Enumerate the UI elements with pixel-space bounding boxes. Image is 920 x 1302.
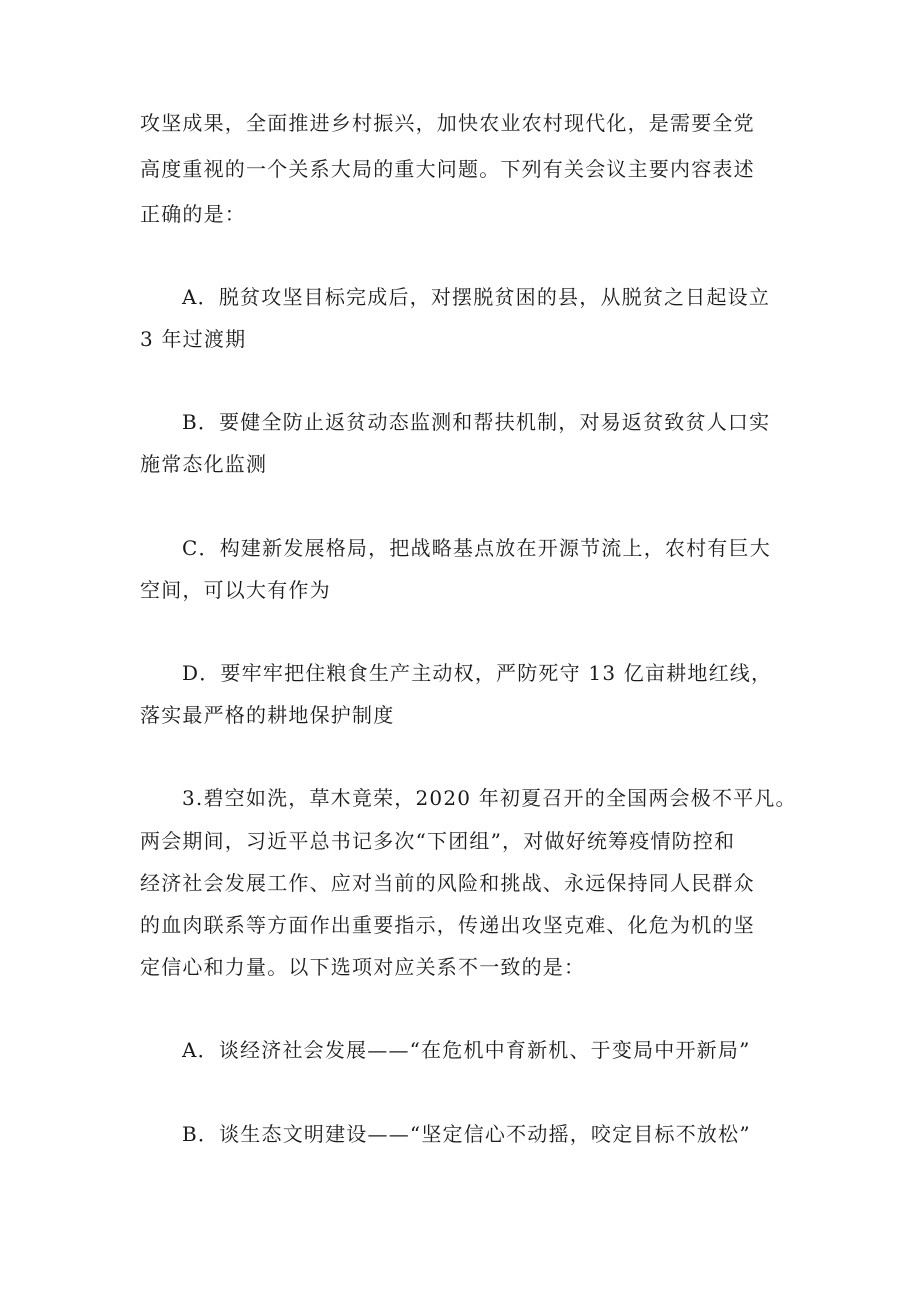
- q3-stem-line-1: 3.碧空如洗，草木竟荣，2020 年初夏召开的全国两会极不平凡。: [182, 786, 797, 810]
- q3-stem-line-4: 的血肉联系等方面作出重要指示，传递出攻坚克难、化危为机的坚: [140, 913, 755, 937]
- intro-line-2: 高度重视的一个关系大局的重大问题。下列有关会议主要内容表述: [140, 157, 755, 181]
- q2-option-a-line-2: 3 年过渡期: [140, 327, 247, 351]
- intro-line-3: 正确的是：: [140, 202, 246, 226]
- q3-stem-line-2: 两会期间，习近平总书记多次“下团组”，对做好统筹疫情防控和: [140, 829, 736, 853]
- q2-option-c-line-1: C．构建新发展格局，把战略基点放在开源节流上，农村有巨大: [182, 536, 771, 560]
- q3-option-a: A．谈经济社会发展——“在危机中育新机、于变局中开新局”: [182, 1038, 751, 1062]
- q2-option-b-line-2: 施常态化监测: [140, 452, 268, 476]
- intro-line-1: 攻坚成果，全面推进乡村振兴，加快农业农村现代化，是需要全党: [140, 111, 755, 135]
- q3-stem-line-5: 定信心和力量。以下选项对应关系不一致的是：: [140, 955, 586, 979]
- q2-option-b-line-1: B．要健全防止返贫动态监测和帮扶机制，对易返贫致贫人口实: [182, 410, 771, 434]
- q3-option-b: B．谈生态文明建设——“坚定信心不动摇，咬定目标不放松”: [182, 1122, 751, 1146]
- q2-option-d-line-1: D．要牢牢把住粮食生产主动权，严防死守 13 亿亩耕地红线，: [182, 661, 773, 685]
- q2-option-d-line-2: 落实最严格的耕地保护制度: [140, 703, 395, 727]
- q3-stem-line-3: 经济社会发展工作、应对当前的风险和挑战、永远保持同人民群众: [140, 871, 755, 895]
- q2-option-a-line-1: A．脱贫攻坚目标完成后，对摆脱贫困的县，从脱贫之日起设立: [182, 285, 771, 309]
- q2-option-c-line-2: 空间，可以大有作为: [140, 578, 331, 602]
